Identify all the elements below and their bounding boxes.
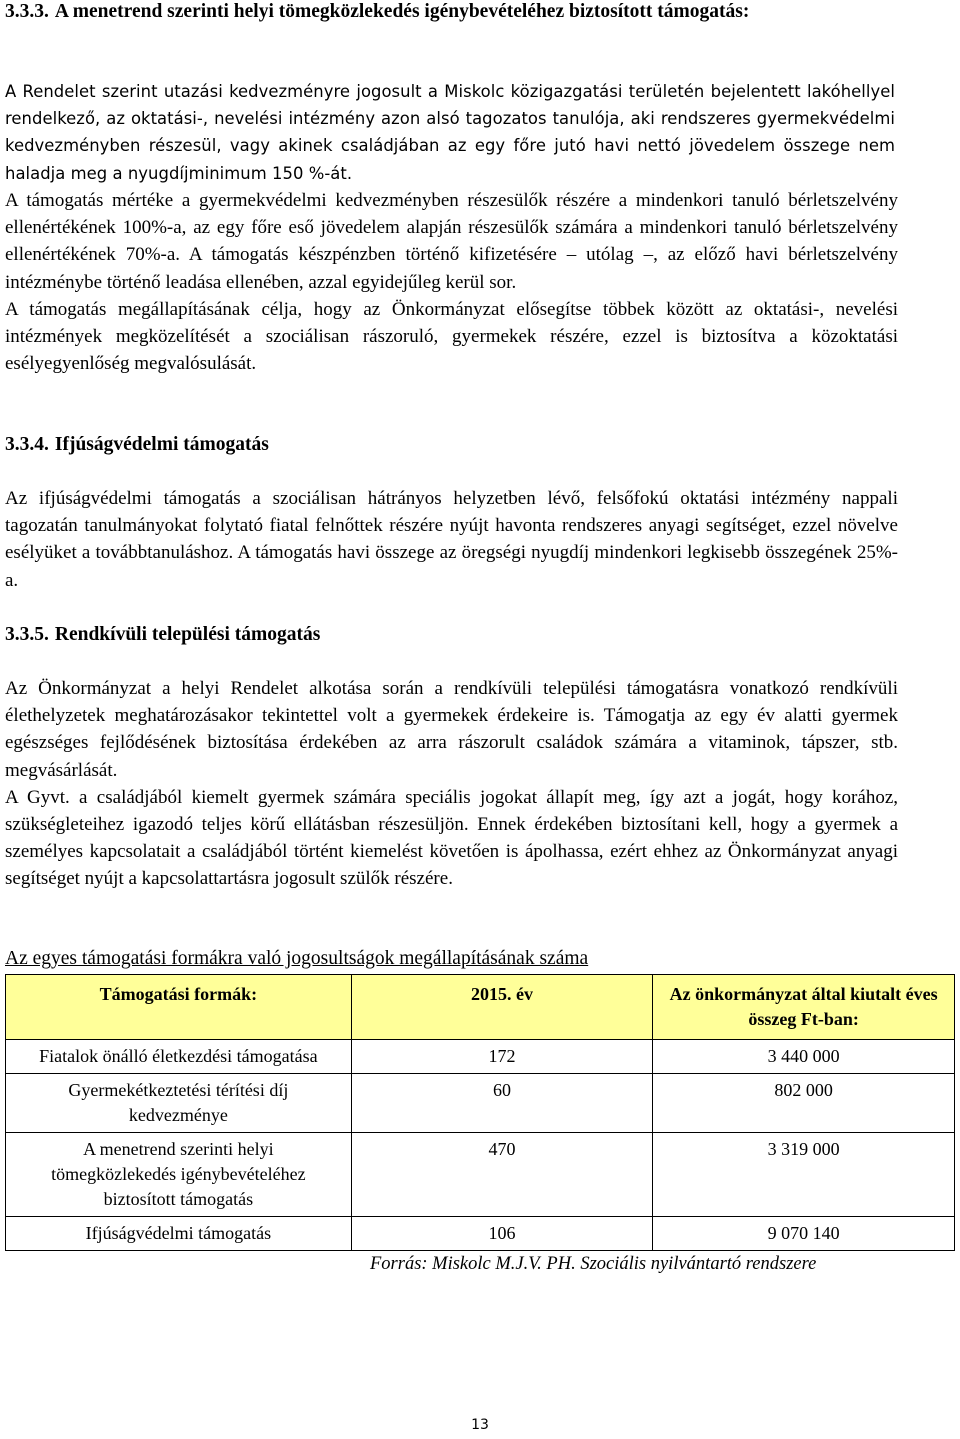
section-3-3-3-heading (5, 0, 895, 25)
section-3-3-3-body-2 (5, 187, 898, 377)
table-cell: 60 (351, 1074, 653, 1133)
table-source: Forrás: Miskolc M.J.V. PH. Szociális nyilvántartó rendszere (370, 1254, 817, 1274)
column-header: Az önkormányzat által kiutalt éves összeg Ft-ban: (653, 975, 955, 1040)
paragraph: A támogatás megállapításának célja, hogy az Önkormányzat elősegítse többek között az oktatási-, nevelési intézmények megközelítését a szociálisan rászoruló, gyermekek részére, ezzel is biztosítva a közoktatási esélyegyenlőség megvalósulását. (5, 298, 898, 375)
column-header: Támogatási formák: (6, 975, 352, 1040)
table-cell: A menetrend szerinti helyi tömegközlekedés igénybevételéhez biztosított támogatás (6, 1133, 352, 1217)
paragraph: Az ifjúságvédelmi támogatás a szociálisan hátrányos helyzetben lévő, felsőfokú oktatási intézmény nappali tagozatán tanulmányokat folytató fiatal felnőttek részére nyújt havonta rendszeres anyagi segítséget, ezzel növelve esélyüket a továbbtanuláshoz. A támogatás havi összege az öregségi nyugdíj mindenkori legkisebb összegének 25%-a. (5, 488, 898, 591)
table-cell: Ifjúságvédelmi támogatás (6, 1217, 352, 1251)
section-title: Rendkívüli települési támogatás (54, 624, 321, 645)
section-number: 3.3.4. (5, 434, 49, 455)
table-cell: 3 440 000 (653, 1040, 955, 1074)
table-row (6, 1217, 955, 1251)
section-3-3-5-body (5, 675, 898, 893)
paragraph: A Gyvt. a családjából kiemelt gyermek számára speciális jogokat állapít meg, így azt a jogát, hogy korához, szükségleteihez igazodó teljes körű ellátásban részesüljön. Ennek érdekében biztosítani kell, hogy a gyermek a személyes kapcsolatait a családjából történt kiemelést követően is ápolhassa, ezért ehhez az Önkormányzat anyagi segítséget nyújt a kapcsolattartásra jogosult szülők részére. (5, 786, 898, 890)
column-header: 2015. év (351, 975, 653, 1040)
section-title: A menetrend szerinti helyi tömegközlekedés igénybevételéhez biztosított támogatás: (54, 1, 750, 22)
paragraph: A támogatás mértéke a gyermekvédelmi kedvezményben részesülők részére a mindenkori tanuló bérletszelvény ellenértékének 100%-a, az egy főre eső jövedelem alapján részesülők számára a mindenkori tanuló bérletszelvény ellenértékének 70%-a. A támogatás készpénzben történő kifizetésére – utólag –, az előző havi bérletszelvény intézménybe történő leadása ellenében, azzal egyidejűleg kerül sor. (5, 190, 898, 293)
table-cell: 802 000 (653, 1074, 955, 1133)
section-number: 3.3.3. (5, 1, 49, 22)
table-row (6, 1074, 955, 1133)
table-cell: 172 (351, 1040, 653, 1074)
support-forms-table (5, 974, 955, 1251)
paragraph: Az Önkormányzat a helyi Rendelet alkotása során a rendkívüli települési támogatásra vonatkozó rendkívüli élethelyzetek meghatározásakor tekintettel volt a gyermekek érdekeire is. Támogatja az egy év alatti gyermek egészséges fejlődésének biztosítása érdekében az arra rászorult családok számára a vitaminok, tápszer, stb. megvásárlását. (5, 678, 898, 781)
page-number: 13 (471, 1417, 489, 1433)
table-cell: 106 (351, 1217, 653, 1251)
section-title: Ifjúságvédelmi támogatás (54, 434, 269, 455)
section-number: 3.3.5. (5, 624, 49, 645)
table-row (6, 1133, 955, 1217)
section-3-3-4-heading (5, 431, 895, 458)
paragraph: A Rendelet szerint utazási kedvezményre jogosult a Miskolc közigazgatási területén bejelentett lakóhellyel rendelkező, az oktatási-, nevelési intézmény azon alsó tagozatos tanulója, aki rendszeres gyermekvédelmi kedvezményben részesül, vagy akinek családjában az egy főre jutó havi nettó jövedelem összege nem haladja meg a nyugdíjminimum 150 %-át. (5, 82, 895, 183)
table-cell: 9 070 140 (653, 1217, 955, 1251)
table-cell: Gyermekétkeztetési térítési díj kedvezménye (6, 1074, 352, 1133)
table-cell: 3 319 000 (653, 1133, 955, 1217)
section-3-3-5-heading (5, 621, 895, 648)
table-cell: 470 (351, 1133, 653, 1217)
section-3-3-3-body (5, 78, 895, 187)
section-3-3-4-body (5, 485, 898, 594)
table-row (6, 1040, 955, 1074)
table-cell: Fiatalok önálló életkezdési támogatása (6, 1040, 352, 1074)
table-header-row (6, 975, 955, 1040)
table-caption: Az egyes támogatási formákra való jogosultságok megállapításának száma (5, 948, 589, 969)
